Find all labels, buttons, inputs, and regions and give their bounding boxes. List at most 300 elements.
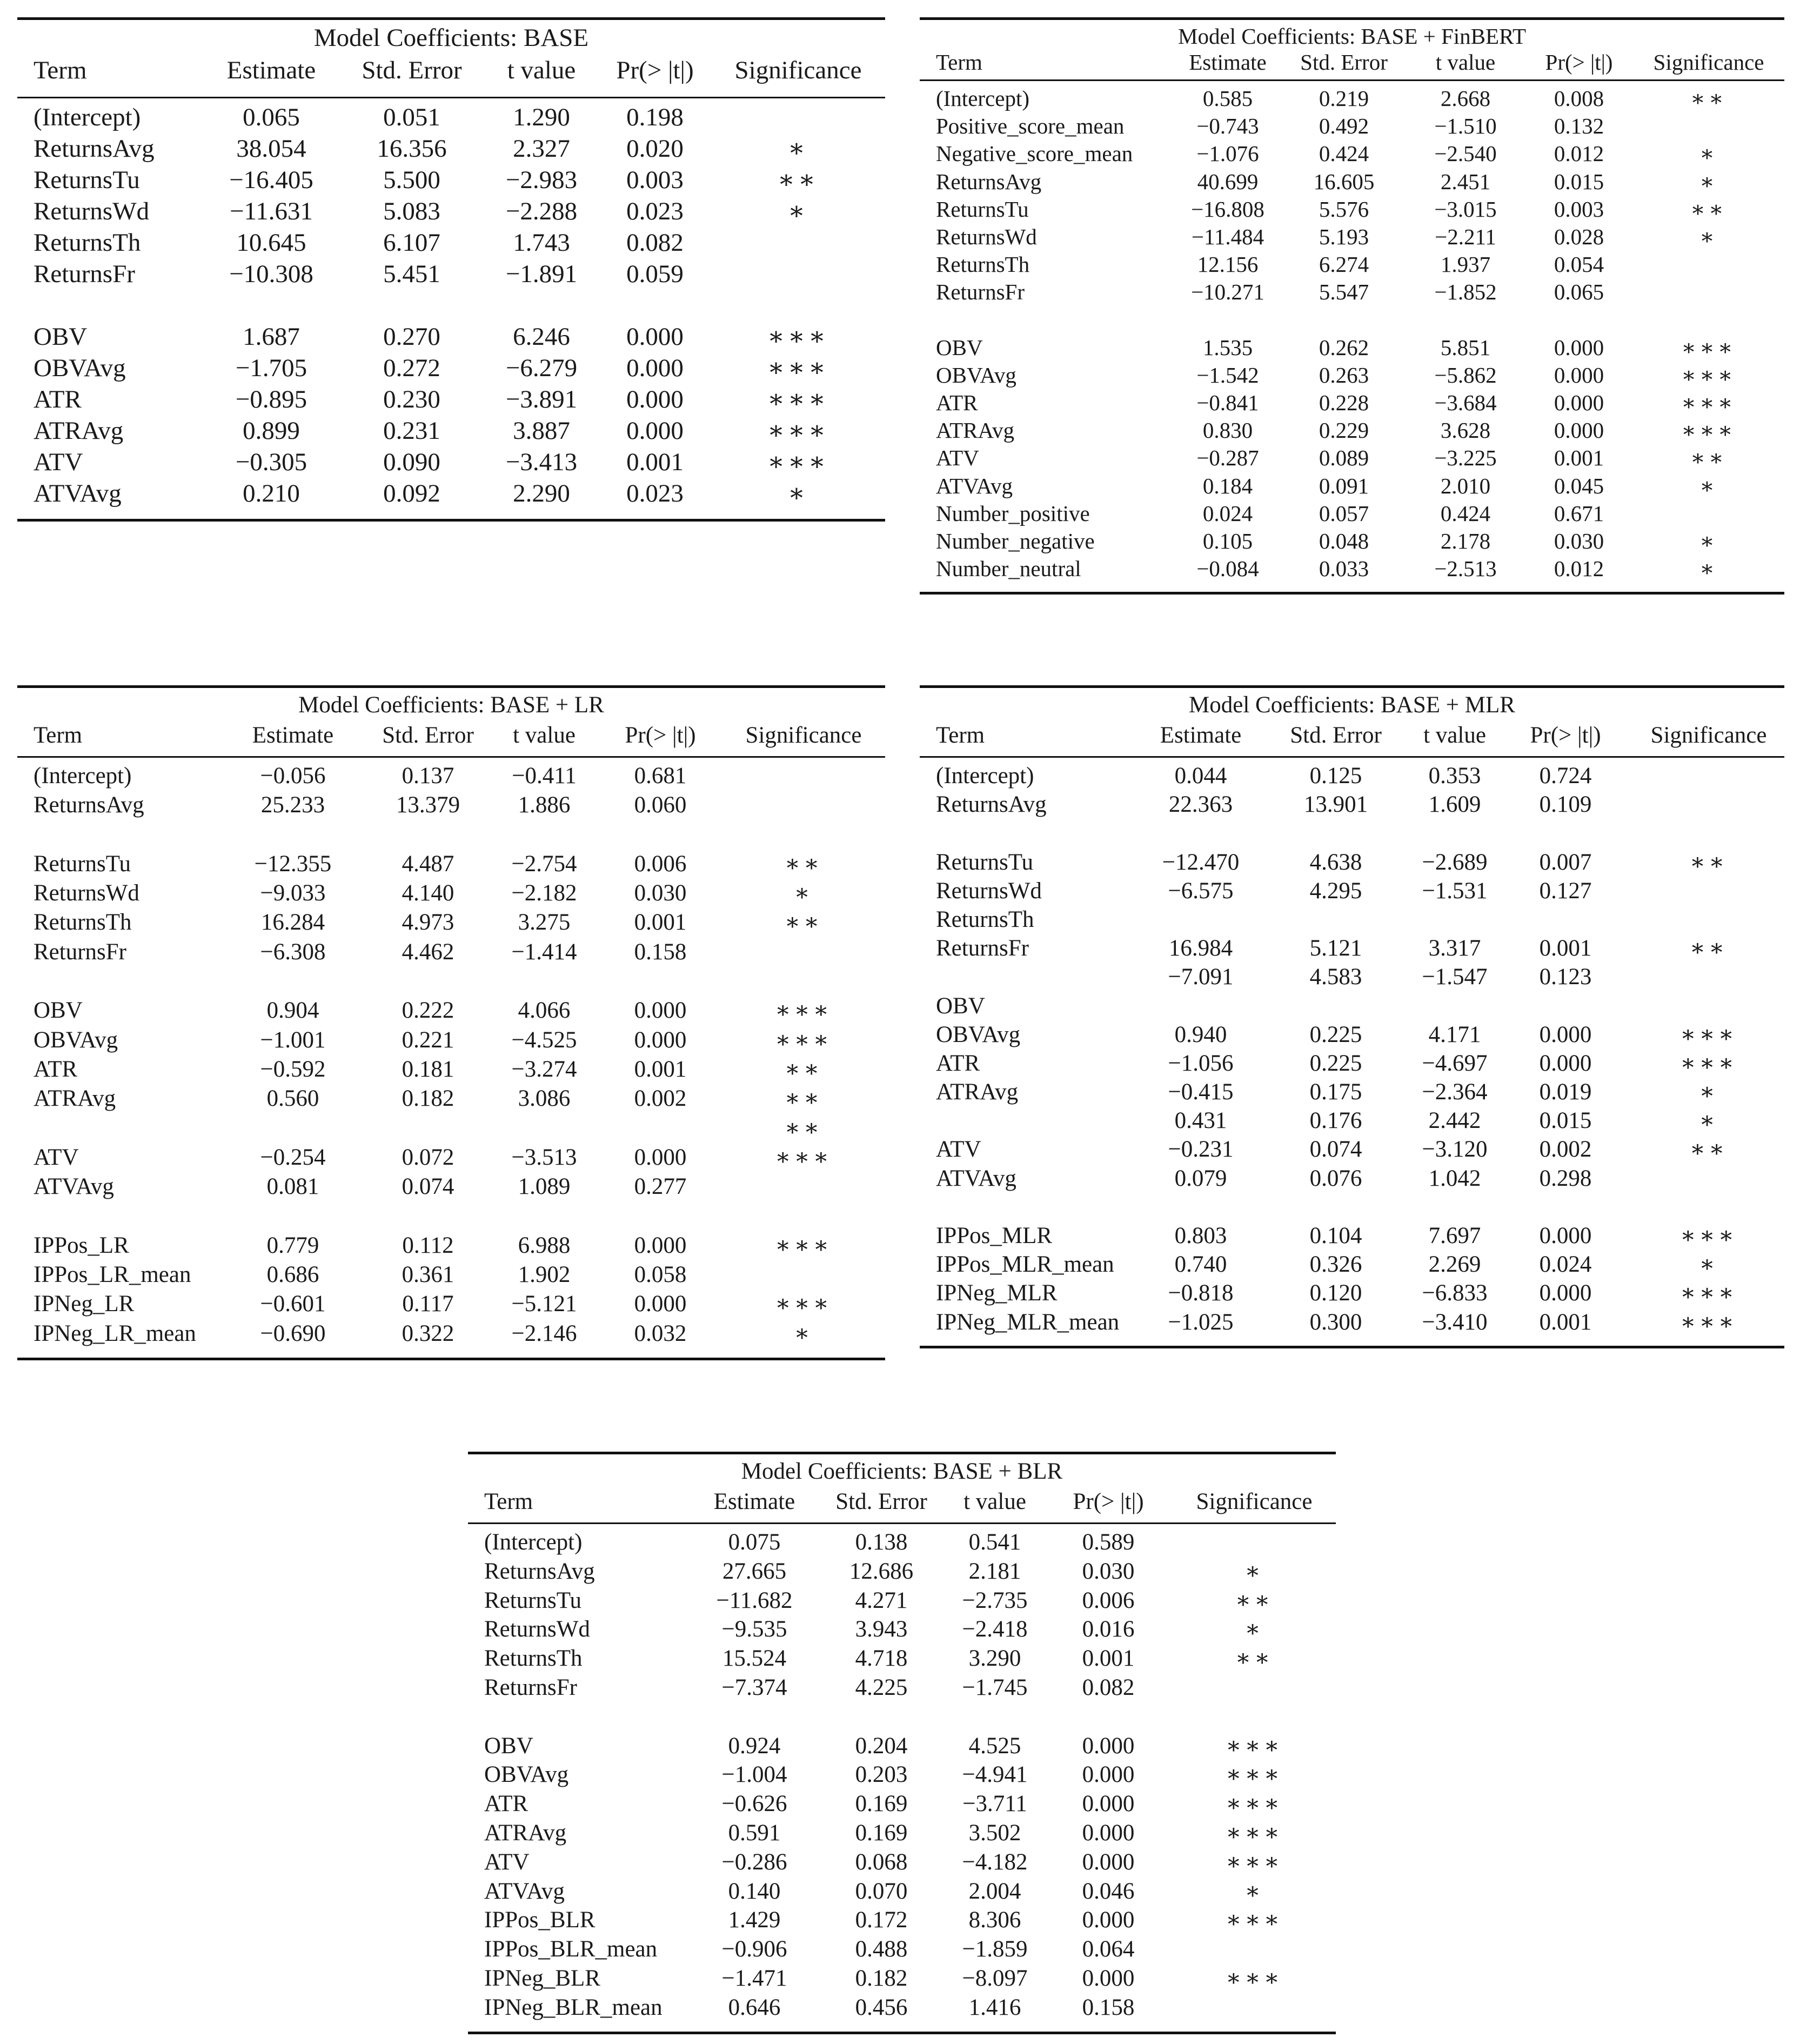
p-value-cell: 0.006 bbox=[634, 851, 687, 877]
estimate-cell: 0.899 bbox=[243, 417, 300, 445]
p-value-cell: 0.000 bbox=[1082, 1791, 1135, 1817]
std-error-cell: 0.182 bbox=[855, 1965, 908, 1991]
t-value-cell: 4.066 bbox=[518, 998, 571, 1024]
estimate-cell: 0.431 bbox=[1174, 1108, 1227, 1134]
estimate-cell: −10.308 bbox=[229, 260, 313, 288]
term-cell: IPPos_LR bbox=[34, 1232, 129, 1258]
std-error-cell: 0.176 bbox=[1309, 1108, 1362, 1134]
p-value-cell: 0.032 bbox=[634, 1320, 687, 1346]
p-value-cell: 0.012 bbox=[1554, 556, 1604, 582]
p-value-cell: 0.065 bbox=[1554, 279, 1604, 305]
table-bottom-rule bbox=[920, 1346, 1784, 1348]
p-value-cell: 0.024 bbox=[1539, 1252, 1592, 1278]
std-error-cell: 0.091 bbox=[1319, 473, 1369, 498]
table-row bbox=[17, 823, 885, 852]
column-header: Pr(> |t|) bbox=[616, 56, 694, 84]
term-cell: OBV bbox=[936, 993, 985, 1019]
p-value-cell: 0.000 bbox=[1082, 1762, 1135, 1788]
std-error-cell: 0.203 bbox=[855, 1762, 908, 1788]
table-row bbox=[17, 450, 885, 481]
table-mlr bbox=[920, 685, 1784, 1348]
std-error-cell: 0.262 bbox=[1319, 335, 1369, 360]
p-value-cell: 0.046 bbox=[1082, 1878, 1135, 1904]
table-row bbox=[17, 1175, 885, 1204]
table-header-row bbox=[17, 54, 885, 97]
table-row bbox=[920, 309, 1784, 337]
term-cell: IPPos_BLR_mean bbox=[484, 1936, 658, 1962]
p-value-cell: 0.127 bbox=[1539, 878, 1592, 904]
p-value-cell: 0.000 bbox=[1082, 1965, 1135, 1991]
t-value-cell: −3.410 bbox=[1422, 1309, 1488, 1335]
term-cell: ReturnsTu bbox=[484, 1587, 582, 1613]
significance-cell: ∗ bbox=[788, 197, 808, 225]
term-cell: ReturnsFr bbox=[484, 1674, 577, 1700]
table-row bbox=[17, 324, 885, 356]
t-value-cell: −3.274 bbox=[511, 1056, 577, 1082]
p-value-cell: 0.589 bbox=[1082, 1529, 1135, 1555]
table-row bbox=[468, 1705, 1336, 1734]
significance-cell: ∗∗ bbox=[784, 1086, 823, 1112]
column-header: Estimate bbox=[713, 1489, 795, 1514]
significance-cell: ∗∗∗ bbox=[1226, 1733, 1283, 1759]
term-cell: (Intercept) bbox=[34, 763, 132, 789]
table-row bbox=[920, 764, 1784, 793]
std-error-cell: 5.576 bbox=[1319, 196, 1369, 222]
significance-cell: ∗ bbox=[1244, 1558, 1264, 1584]
t-value-cell: 1.743 bbox=[513, 229, 570, 257]
column-header: Estimate bbox=[252, 723, 334, 748]
estimate-cell: 0.075 bbox=[728, 1529, 781, 1555]
table-row bbox=[920, 1167, 1784, 1195]
t-value-cell: 2.010 bbox=[1440, 473, 1491, 498]
p-value-cell: 0.000 bbox=[634, 1232, 687, 1258]
term-cell: ReturnsTu bbox=[936, 196, 1029, 222]
significance-cell: ∗∗∗ bbox=[1681, 335, 1736, 360]
table-row bbox=[17, 911, 885, 940]
p-value-cell: 0.019 bbox=[1539, 1079, 1592, 1105]
table-header-row bbox=[920, 47, 1784, 79]
std-error-cell: 0.072 bbox=[402, 1144, 454, 1170]
term-cell: IPNeg_BLR_mean bbox=[484, 1994, 663, 2020]
p-value-cell: 0.000 bbox=[1539, 1280, 1592, 1306]
p-value-cell: 0.001 bbox=[1554, 445, 1604, 471]
table-header-row bbox=[920, 719, 1784, 756]
significance-cell: ∗ bbox=[1699, 1079, 1718, 1105]
column-header: Estimate bbox=[1189, 50, 1267, 75]
term-cell: ReturnsTu bbox=[936, 849, 1034, 875]
estimate-cell: −1.542 bbox=[1196, 362, 1259, 388]
table-row bbox=[920, 851, 1784, 879]
std-error-cell: 4.271 bbox=[855, 1587, 908, 1613]
table-row bbox=[468, 1967, 1336, 1996]
term-cell: ReturnsTu bbox=[34, 851, 131, 877]
column-header: Std. Error bbox=[1290, 723, 1382, 748]
estimate-cell: −1.004 bbox=[721, 1762, 787, 1788]
estimate-cell: −0.231 bbox=[1168, 1137, 1234, 1163]
std-error-cell: 0.361 bbox=[402, 1262, 454, 1288]
t-value-cell: −1.547 bbox=[1422, 964, 1488, 990]
estimate-cell: 1.535 bbox=[1202, 335, 1253, 360]
term-cell: ATRAvg bbox=[484, 1820, 567, 1846]
significance-cell: ∗∗∗ bbox=[767, 417, 829, 445]
significance-cell: ∗ bbox=[794, 1320, 813, 1346]
estimate-cell: −0.601 bbox=[260, 1291, 326, 1317]
significance-cell: ∗∗∗ bbox=[1680, 1050, 1737, 1076]
table-lr bbox=[17, 685, 885, 1360]
significance-cell: ∗∗ bbox=[784, 910, 823, 936]
term-cell: ReturnsAvg bbox=[34, 792, 144, 818]
significance-cell: ∗∗ bbox=[1689, 849, 1728, 875]
t-value-cell: −2.418 bbox=[962, 1617, 1028, 1642]
term-cell: ReturnsTh bbox=[936, 252, 1030, 277]
t-value-cell: 3.317 bbox=[1428, 936, 1481, 961]
estimate-cell: 0.924 bbox=[728, 1733, 781, 1759]
estimate-cell: −0.841 bbox=[1196, 390, 1259, 416]
term-cell: OBVAvg bbox=[34, 354, 126, 382]
std-error-cell: 0.089 bbox=[1319, 445, 1369, 471]
column-header: Std. Error bbox=[362, 56, 462, 84]
std-error-cell: 0.456 bbox=[855, 1994, 908, 2020]
significance-cell: ∗∗ bbox=[1235, 1587, 1274, 1613]
p-value-cell: 0.158 bbox=[634, 939, 687, 965]
p-value-cell: 0.277 bbox=[634, 1174, 687, 1200]
estimate-cell: −0.626 bbox=[721, 1791, 787, 1817]
std-error-cell: 0.263 bbox=[1319, 362, 1369, 388]
significance-cell: ∗ bbox=[1699, 169, 1718, 194]
estimate-cell: 0.940 bbox=[1174, 1021, 1227, 1047]
significance-cell: ∗ bbox=[788, 479, 808, 507]
std-error-cell: 16.356 bbox=[377, 135, 447, 163]
std-error-cell: 0.048 bbox=[1319, 529, 1369, 553]
std-error-cell: 6.274 bbox=[1319, 252, 1369, 277]
t-value-cell: 3.887 bbox=[513, 417, 570, 445]
p-value-cell: 0.007 bbox=[1539, 849, 1592, 875]
table-row bbox=[920, 447, 1784, 475]
std-error-cell: 13.379 bbox=[396, 792, 460, 818]
table-body bbox=[920, 81, 1784, 592]
estimate-cell: 0.585 bbox=[1202, 86, 1253, 111]
estimate-cell: −0.906 bbox=[721, 1936, 787, 1962]
significance-cell: ∗ bbox=[1699, 529, 1718, 553]
t-value-cell: 2.290 bbox=[513, 479, 570, 507]
estimate-cell: 0.686 bbox=[266, 1262, 319, 1288]
table-row bbox=[17, 1292, 885, 1321]
term-cell: IPNeg_BLR bbox=[484, 1965, 600, 1991]
std-error-cell: 3.943 bbox=[855, 1617, 908, 1642]
table-body bbox=[17, 758, 885, 1358]
std-error-cell: 0.221 bbox=[402, 1027, 454, 1053]
table-row bbox=[920, 1281, 1784, 1310]
std-error-cell: 5.547 bbox=[1319, 279, 1369, 305]
std-error-cell: 0.229 bbox=[1319, 418, 1369, 443]
p-value-cell: 0.132 bbox=[1554, 113, 1604, 139]
significance-cell: ∗∗∗ bbox=[1681, 390, 1736, 416]
term-cell: ATV bbox=[34, 448, 83, 476]
t-value-cell: −5.862 bbox=[1434, 362, 1497, 388]
column-header: Std. Error bbox=[835, 1489, 927, 1514]
std-error-cell: 0.057 bbox=[1319, 500, 1369, 526]
table-title: Model Coefficients: BASE + LR bbox=[298, 692, 604, 718]
table-row bbox=[17, 168, 885, 199]
p-value-cell: 0.001 bbox=[1082, 1646, 1135, 1672]
table-row bbox=[920, 821, 1784, 850]
table-row bbox=[920, 1052, 1784, 1080]
significance-cell: ∗∗ bbox=[1235, 1646, 1274, 1672]
table-blr bbox=[468, 1452, 1336, 2034]
table-row bbox=[920, 530, 1784, 558]
significance-cell: ∗∗∗ bbox=[1226, 1762, 1283, 1788]
t-value-cell: −2.211 bbox=[1435, 224, 1496, 249]
t-value-cell: −2.689 bbox=[1422, 849, 1488, 875]
p-value-cell: 0.000 bbox=[634, 1291, 687, 1317]
table-row bbox=[468, 1996, 1336, 2025]
t-value-cell: 7.697 bbox=[1428, 1223, 1481, 1248]
t-value-cell: −2.182 bbox=[511, 880, 577, 906]
p-value-cell: 0.082 bbox=[1082, 1674, 1135, 1700]
estimate-cell: 0.210 bbox=[243, 479, 300, 507]
table-row bbox=[17, 1087, 885, 1116]
table-row bbox=[920, 908, 1784, 937]
estimate-cell: −1.056 bbox=[1168, 1050, 1234, 1076]
estimate-cell: 0.079 bbox=[1174, 1165, 1227, 1191]
term-cell: IPPos_MLR bbox=[936, 1223, 1053, 1248]
std-error-cell: 0.068 bbox=[855, 1849, 908, 1875]
table-row bbox=[17, 764, 885, 793]
estimate-cell: 12.156 bbox=[1197, 252, 1259, 277]
column-header: Significance bbox=[1653, 50, 1764, 75]
t-value-cell: 2.451 bbox=[1440, 169, 1491, 194]
std-error-cell: 6.107 bbox=[383, 229, 440, 257]
std-error-cell: 4.718 bbox=[855, 1646, 908, 1672]
t-value-cell: 3.502 bbox=[968, 1820, 1021, 1846]
std-error-cell: 5.121 bbox=[1309, 936, 1362, 961]
table-title: Model Coefficients: BASE + MLR bbox=[1189, 692, 1515, 718]
column-header: Significance bbox=[1196, 1489, 1313, 1514]
term-cell: ReturnsTh bbox=[34, 910, 132, 936]
table-row bbox=[920, 793, 1784, 821]
table-row bbox=[17, 852, 885, 881]
term-cell: ReturnsWd bbox=[936, 224, 1037, 249]
estimate-cell: 0.560 bbox=[266, 1086, 319, 1112]
table-row bbox=[920, 1138, 1784, 1166]
p-value-cell: 0.030 bbox=[1082, 1558, 1135, 1584]
significance-cell: ∗∗∗ bbox=[1680, 1021, 1737, 1047]
table-row bbox=[17, 481, 885, 512]
table-row bbox=[920, 1109, 1784, 1138]
t-value-cell: −3.711 bbox=[962, 1791, 1027, 1817]
table-row bbox=[920, 937, 1784, 965]
column-header: t value bbox=[513, 723, 576, 748]
estimate-cell: 0.779 bbox=[266, 1232, 319, 1258]
p-value-cell: 0.002 bbox=[634, 1086, 687, 1112]
table-row bbox=[920, 364, 1784, 392]
column-header: Term bbox=[34, 56, 87, 84]
std-error-cell: 0.074 bbox=[402, 1174, 454, 1200]
estimate-cell: −16.405 bbox=[229, 166, 313, 194]
std-error-cell: 5.083 bbox=[383, 197, 440, 225]
t-value-cell: −1.891 bbox=[505, 260, 578, 288]
p-value-cell: 0.002 bbox=[1539, 1137, 1592, 1163]
t-value-cell: 2.668 bbox=[1440, 86, 1491, 111]
estimate-cell: −0.743 bbox=[1196, 113, 1259, 139]
p-value-cell: 0.008 bbox=[1554, 86, 1604, 111]
significance-cell: ∗ bbox=[1244, 1617, 1264, 1642]
estimate-cell: −1.076 bbox=[1196, 141, 1259, 166]
table-bottom-rule bbox=[920, 592, 1784, 595]
t-value-cell: −1.414 bbox=[511, 939, 577, 965]
term-cell: ReturnsFr bbox=[34, 939, 126, 965]
p-value-cell: 0.000 bbox=[626, 323, 684, 351]
estimate-cell: 0.105 bbox=[1202, 529, 1253, 553]
table-row bbox=[17, 1117, 885, 1146]
estimate-cell: 1.429 bbox=[728, 1907, 781, 1933]
term-cell: Number_neutral bbox=[936, 556, 1081, 582]
column-header: Pr(> |t|) bbox=[1073, 1489, 1144, 1514]
term-cell: IPNeg_LR_mean bbox=[34, 1320, 196, 1346]
significance-cell: ∗∗∗ bbox=[775, 1232, 832, 1258]
significance-cell: ∗∗ bbox=[784, 851, 823, 877]
p-value-cell: 0.016 bbox=[1082, 1617, 1135, 1642]
estimate-cell: 27.665 bbox=[722, 1558, 787, 1584]
term-cell: ATRAvg bbox=[34, 1086, 116, 1112]
p-value-cell: 0.000 bbox=[1082, 1820, 1135, 1846]
p-value-cell: 0.724 bbox=[1539, 763, 1592, 789]
std-error-cell: 0.182 bbox=[402, 1086, 454, 1112]
table-row bbox=[17, 199, 885, 230]
p-value-cell: 0.003 bbox=[1554, 196, 1604, 222]
p-value-cell: 0.015 bbox=[1554, 169, 1604, 194]
term-cell: (Intercept) bbox=[936, 86, 1029, 111]
term-cell: ReturnsTh bbox=[936, 906, 1034, 932]
std-error-cell: 0.070 bbox=[855, 1878, 908, 1904]
table-row bbox=[920, 143, 1784, 170]
estimate-cell: −1.471 bbox=[721, 1965, 787, 1991]
std-error-cell: 4.973 bbox=[402, 910, 454, 936]
t-value-cell: −1.859 bbox=[962, 1936, 1028, 1962]
t-value-cell: 1.886 bbox=[518, 792, 571, 818]
term-cell: (Intercept) bbox=[484, 1529, 583, 1555]
t-value-cell: −4.697 bbox=[1422, 1050, 1488, 1076]
significance-cell: ∗∗∗ bbox=[1226, 1791, 1283, 1817]
significance-cell: ∗∗∗ bbox=[1226, 1849, 1283, 1875]
table-row bbox=[468, 1560, 1336, 1589]
table-row bbox=[17, 1322, 885, 1351]
significance-cell: ∗ bbox=[794, 880, 813, 906]
table-row bbox=[17, 1234, 885, 1263]
estimate-cell: 40.699 bbox=[1197, 169, 1259, 194]
column-header: t value bbox=[1435, 50, 1496, 75]
term-cell: ReturnsFr bbox=[936, 936, 1029, 961]
table-row bbox=[17, 262, 885, 293]
std-error-cell: 0.219 bbox=[1319, 86, 1369, 111]
estimate-cell: 15.524 bbox=[722, 1646, 787, 1672]
t-value-cell: −6.279 bbox=[505, 354, 578, 382]
t-value-cell: 3.290 bbox=[968, 1646, 1021, 1672]
term-cell: Negative_score_mean bbox=[936, 141, 1133, 166]
significance-cell: ∗∗∗ bbox=[1680, 1223, 1737, 1248]
estimate-cell: −11.682 bbox=[716, 1587, 793, 1613]
table-base bbox=[17, 17, 885, 522]
term-cell: ATRAvg bbox=[34, 417, 124, 445]
p-value-cell: 0.059 bbox=[626, 260, 684, 288]
t-value-cell: −3.225 bbox=[1434, 445, 1497, 471]
term-cell: ReturnsAvg bbox=[936, 792, 1047, 818]
significance-cell: ∗∗ bbox=[784, 1056, 823, 1082]
estimate-cell: 0.904 bbox=[266, 998, 319, 1024]
t-value-cell: −2.754 bbox=[511, 851, 577, 877]
significance-cell: ∗∗∗ bbox=[1226, 1820, 1283, 1846]
t-value-cell: −3.015 bbox=[1434, 196, 1497, 222]
column-header: Estimate bbox=[226, 56, 316, 84]
estimate-cell: −6.575 bbox=[1168, 878, 1234, 904]
std-error-cell: 4.583 bbox=[1309, 964, 1362, 990]
table-row bbox=[920, 198, 1784, 226]
table-row bbox=[920, 1224, 1784, 1253]
table-row bbox=[920, 171, 1784, 198]
t-value-cell: −2.364 bbox=[1422, 1079, 1488, 1105]
p-value-cell: 0.000 bbox=[1539, 1050, 1592, 1076]
p-value-cell: 0.060 bbox=[634, 792, 687, 818]
p-value-cell: 0.109 bbox=[1539, 792, 1592, 818]
std-error-cell: 0.181 bbox=[402, 1056, 454, 1082]
t-value-cell: 4.171 bbox=[1428, 1021, 1481, 1047]
t-value-cell: −1.531 bbox=[1422, 878, 1488, 904]
significance-cell: ∗ bbox=[1699, 141, 1718, 166]
std-error-cell: 4.638 bbox=[1309, 849, 1362, 875]
estimate-cell: 0.740 bbox=[1174, 1252, 1227, 1278]
estimate-cell: −11.631 bbox=[229, 197, 313, 225]
estimate-cell: 16.284 bbox=[260, 910, 325, 936]
column-header: Pr(> |t|) bbox=[1545, 50, 1613, 75]
p-value-cell: 0.006 bbox=[1082, 1587, 1135, 1613]
term-cell: ATVAvg bbox=[34, 1174, 114, 1200]
column-header: Significance bbox=[745, 723, 862, 748]
p-value-cell: 0.023 bbox=[626, 479, 684, 507]
term-cell: IPPos_BLR bbox=[484, 1907, 595, 1933]
estimate-cell: −0.415 bbox=[1168, 1079, 1234, 1105]
term-cell: ReturnsAvg bbox=[936, 169, 1042, 194]
t-value-cell: 2.178 bbox=[1440, 529, 1491, 553]
p-value-cell: 0.000 bbox=[626, 385, 684, 413]
table-row bbox=[17, 999, 885, 1028]
p-value-cell: 0.015 bbox=[1539, 1108, 1592, 1134]
column-header: Estimate bbox=[1160, 723, 1242, 748]
t-value-cell: 0.541 bbox=[968, 1529, 1021, 1555]
table-row bbox=[468, 1908, 1336, 1938]
table-header-row bbox=[17, 719, 885, 756]
t-value-cell: 3.086 bbox=[518, 1086, 571, 1112]
significance-cell: ∗∗ bbox=[1690, 445, 1727, 471]
significance-cell: ∗∗∗ bbox=[775, 1291, 832, 1317]
std-error-cell: 0.492 bbox=[1319, 113, 1369, 139]
term-cell: Number_negative bbox=[936, 529, 1095, 553]
table-row bbox=[17, 1146, 885, 1175]
significance-cell: ∗ bbox=[1699, 473, 1718, 498]
table-row bbox=[920, 475, 1784, 503]
table-row bbox=[920, 253, 1784, 281]
table-row bbox=[17, 881, 885, 911]
significance-cell: ∗∗∗ bbox=[1680, 1280, 1737, 1306]
table-row bbox=[920, 226, 1784, 253]
std-error-cell: 0.326 bbox=[1309, 1252, 1362, 1278]
table-row bbox=[17, 1058, 885, 1087]
table-title: Model Coefficients: BASE bbox=[313, 24, 589, 52]
table-row bbox=[468, 1880, 1336, 1909]
t-value-cell: 0.424 bbox=[1440, 500, 1491, 526]
t-value-cell: −4.525 bbox=[511, 1027, 577, 1053]
p-value-cell: 0.030 bbox=[634, 880, 687, 906]
p-value-cell: 0.671 bbox=[1554, 500, 1604, 526]
